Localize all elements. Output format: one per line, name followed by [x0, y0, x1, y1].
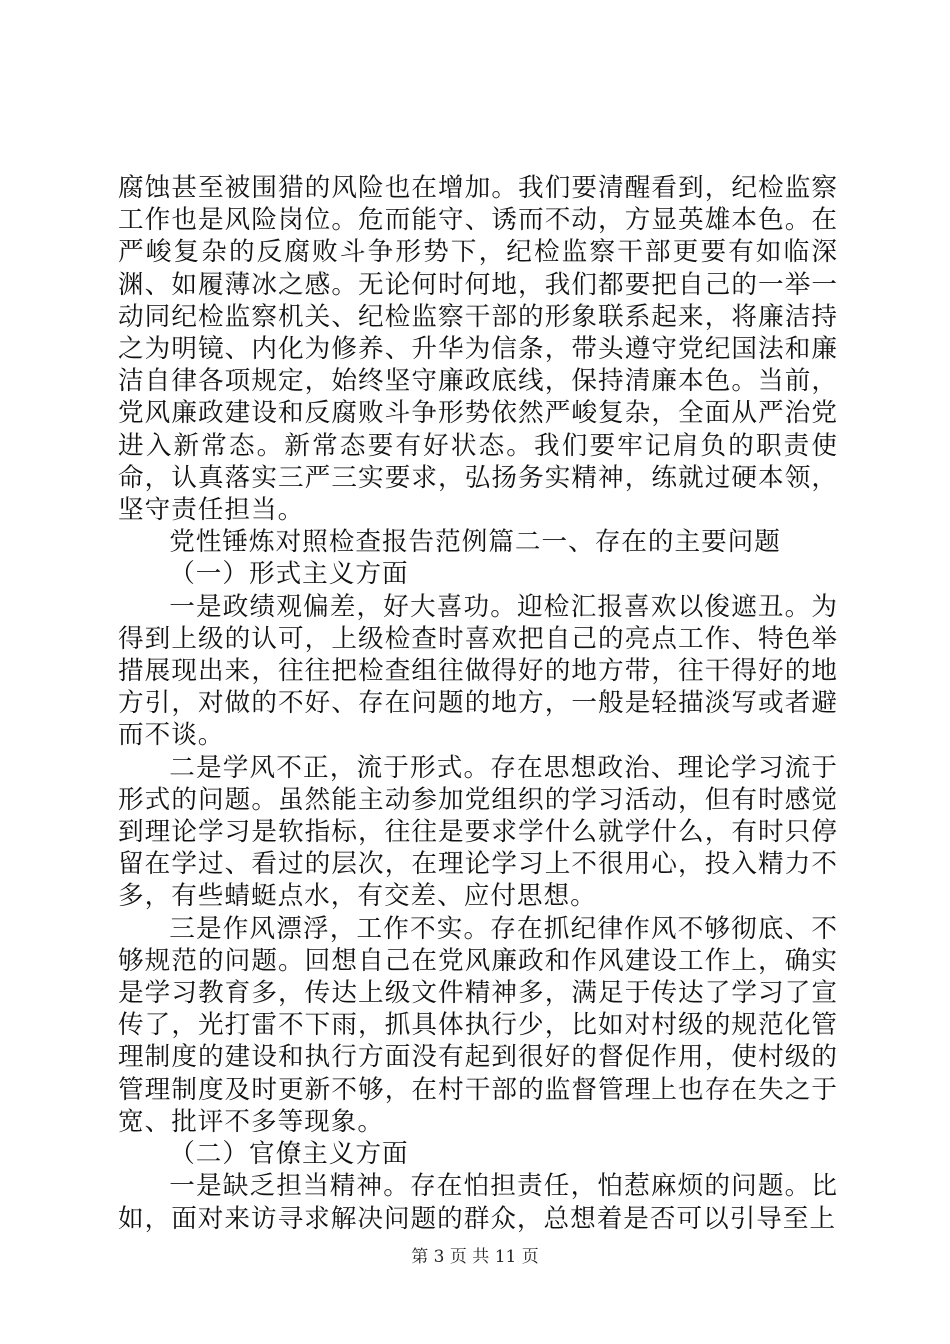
- paragraph-3: （一）形式主义方面: [169, 559, 409, 590]
- page-footer: [0, 1246, 950, 1268]
- paragraph-4: 一是政绩观偏差，好大喜功。迎检汇报喜欢以俊遮丑。为得到上级的认可，上级检查时喜欢把自己的亮点工作、特色举措展现出来，往往把检查组往做得好的地方带，往干得好的地方引，对做的不好、存在问题的地方，一般是轻描淡写或者避而不谈。: [118, 591, 838, 751]
- paragraph-1: 腐蚀甚至被围猎的风险也在增加。我们要清醒看到，纪检监察工作也是风险岗位。危而能守、诱而不动，方显英雄本色。在严峻复杂的反腐败斗争形势下，纪检监察干部更要有如临深渊、如履薄冰之感。无论何时何地，我们都要把自己的一举一动同纪检监察机关、纪检监察干部的形象联系起来，将廉洁持之为明镜、内化为修养、升华为信条，带头遵守党纪国法和廉洁自律各项规定，始终坚守廉政底线，保持清廉本色。当前，党风廉政建设和反腐败斗争形势依然严峻复杂，全面从严治党进入新常态。新常态要有好状态。我们要牢记肩负的职责使命，认真落实三严三实要求，弘扬务实精神，练就过硬本领，坚守责任担当。: [118, 173, 838, 526]
- paragraph-6: 三是作风漂浮，工作不实。存在抓纪律作风不够彻底、不够规范的问题。回想自己在党风廉政和作风建设工作上，确实是学习教育多，传达上级文件精神多，满足于传达了学习了宣传了，光打雷不下雨，抓具体执行少，比如对村级的规范化管理制度的建设和执行方面没有起到很好的督促作用，使村级的管理制度及时更新不够，在村干部的监督管理上也存在失之于宽、批评不多等现象。: [118, 913, 838, 1137]
- page-number-label: 第 3 页 共 11 页: [411, 1247, 539, 1267]
- paragraph-7: （二）官僚主义方面: [169, 1139, 409, 1170]
- paragraph-8: 一是缺乏担当精神。存在怕担责任，怕惹麻烦的问题。比如，面对来访寻求解决问题的群众，总想着是否可以引导至上: [118, 1171, 838, 1234]
- document-body: [118, 172, 838, 1235]
- paragraph-2: 党性锤炼对照检查报告范例篇二一、存在的主要问题: [169, 527, 781, 558]
- paragraph-5: 二是学风不正，流于形式。存在思想政治、理论学习流于形式的问题。虽然能主动参加党组织的学习活动，但有时感觉到理论学习是软指标，往往是要求学什么就学什么，有时只停留在学过、看过的层次，在理论学习上不很用心，投入精力不多，有些蜻蜓点水，有交差、应付思想。: [118, 752, 838, 912]
